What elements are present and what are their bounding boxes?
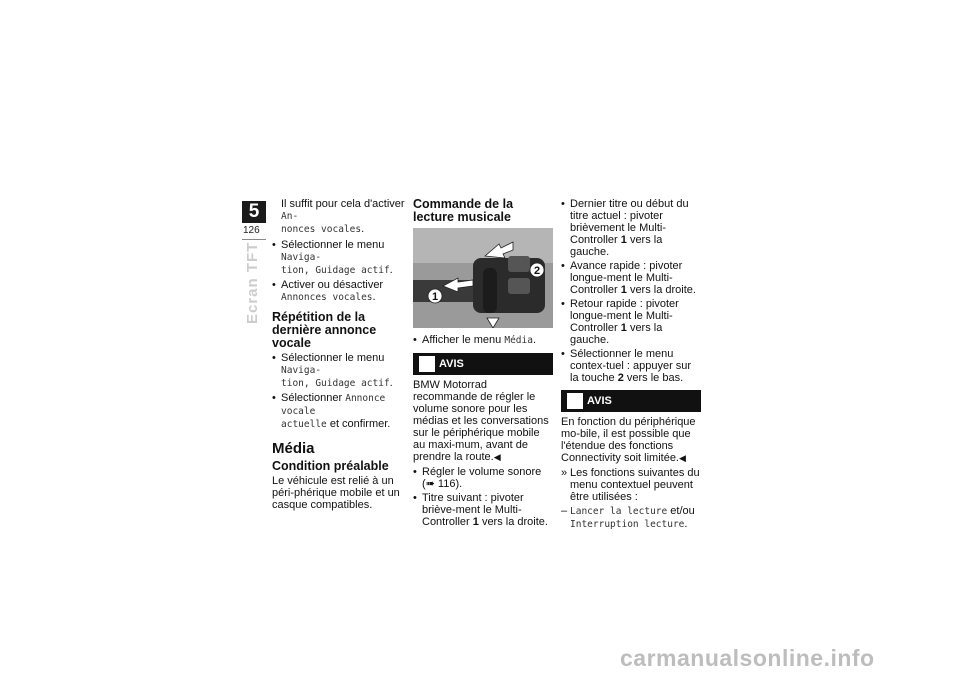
list-item-text: Retour rapide : pivoter longue-ment le Multi-Controller	[570, 298, 679, 334]
notice-text: En fonction du périphérique mo-bile, il est possible que l'étendue des fonctions Connectivity soit limitée.	[561, 416, 696, 464]
list-item-code: Naviga- tion, Guidage actif	[281, 365, 390, 389]
dash-code-1: Lancer la lecture	[570, 506, 668, 517]
hand-notice-icon	[567, 393, 583, 409]
list-item-text: Sélectionner le menu	[281, 239, 385, 251]
list-item-text: Dernier titre ou début du titre actuel : pivoter brièvement le Multi-Controller	[570, 198, 689, 246]
list-item-suffix: et confirmer.	[329, 418, 391, 430]
notice-label: AVIS	[587, 395, 612, 407]
result-item: » Les fonctions suivantes du menu contextuel peuvent être utilisées :	[561, 467, 701, 503]
list-item-code: Annonce vocale actuelle	[281, 393, 386, 430]
list-item-number: 2	[617, 372, 624, 384]
list-item	[561, 198, 701, 258]
list-item-suffix: vers la gauche.	[570, 234, 663, 258]
list-item-code: Naviga- tion, Guidage actif	[281, 252, 390, 276]
page-number: 126	[243, 225, 260, 236]
list-playback	[561, 198, 701, 384]
list-item: • Sélectionner le menu Naviga- tion, Guidage actif.	[272, 239, 412, 277]
intro-paragraph: Il suffit pour cela d'activer An- nonces vocales.	[281, 198, 405, 235]
list-media-menu	[413, 334, 553, 347]
column-2	[413, 198, 553, 530]
list-item: • Activer ou désactiver Annonces vocales.	[272, 279, 412, 304]
watermark: carmanualsonline.info	[620, 645, 875, 671]
list-context-menu	[561, 467, 701, 531]
notice-body	[561, 416, 701, 464]
list-item-suffix: vers la droite.	[629, 284, 696, 296]
chapter-title: Ecran TFT	[244, 241, 261, 324]
list-item-text: Afficher le menu	[422, 334, 502, 346]
dash-mid: et/ou	[670, 505, 695, 517]
column-3	[561, 198, 701, 533]
list-item	[561, 260, 701, 296]
list-item	[272, 392, 412, 431]
notice-label: AVIS	[439, 358, 464, 370]
intro-code: An- nonces vocales	[281, 211, 362, 235]
list-item-text: Titre suivant : pivoter briève-ment le Multi-Controller	[422, 492, 524, 528]
list-item: • Sélectionner le menu Naviga- tion, Guidage actif.	[272, 352, 412, 390]
intro-text: Il suffit pour cela d'activer	[281, 198, 405, 210]
list-controls	[413, 466, 553, 528]
list-item-ref: (➠ 116).	[422, 478, 463, 490]
chapter-number: 5	[242, 201, 266, 223]
notice-body	[413, 379, 553, 463]
callout-1: 1	[431, 291, 439, 303]
list-2	[272, 352, 412, 431]
list-item-number: 1	[472, 516, 479, 528]
list-item-text: Avance rapide : pivoter longue-ment le Multi-Controller	[570, 260, 683, 296]
list-item-suffix: vers le bas.	[626, 372, 684, 384]
list-item-suffix: vers la droite.	[481, 516, 548, 528]
list-item-code: Annonces vocales	[281, 292, 373, 303]
list-item-suffix: vers la gauche.	[570, 322, 663, 346]
end-mark: ◀	[493, 452, 501, 462]
list-item-text: Sélectionner	[281, 392, 343, 404]
list-1	[272, 239, 412, 304]
heading-repetition: Répétition de la dernière annonce vocale	[272, 310, 377, 350]
heading-condition: Condition préalable	[272, 459, 389, 473]
callout-2: 2	[533, 265, 541, 277]
handlebar-illustration	[413, 228, 553, 328]
list-item: • Afficher le menu Média.	[413, 334, 553, 347]
column-1	[272, 198, 412, 514]
condition-body: Le véhicule est relié à un péri-phérique mobile et un casque compatibles.	[272, 475, 400, 511]
notice-box	[413, 353, 553, 375]
list-item-number: 1	[620, 322, 627, 334]
list-item-text: Sélectionner le menu	[281, 352, 385, 364]
list-item	[561, 348, 701, 384]
chapter-rule	[242, 239, 266, 240]
list-item-text: Sélectionner le menu contex-tuel : appuyer sur la touche	[570, 348, 692, 384]
list-item	[413, 492, 553, 528]
end-mark: ◀	[679, 453, 686, 463]
notice-text: BMW Motorrad recommande de régler le volume sonore pour les médias et les conversations sur le périphérique mobile au maxi-mum, avant de prendre la route.	[413, 379, 549, 463]
list-item-text: Régler le volume sonore	[422, 466, 542, 478]
list-item-text: Activer ou désactiver	[281, 279, 384, 291]
list-item-number: 1	[620, 284, 627, 296]
dash-item: – Lancer la lecture et/ou Interruption lecture.	[561, 505, 701, 531]
handlebar-photo	[413, 228, 553, 328]
list-item	[413, 466, 553, 490]
notice-box	[561, 390, 701, 412]
dash-code-2: Interruption lecture	[570, 519, 685, 530]
hand-notice-icon	[419, 356, 435, 372]
list-item-code: Média	[504, 335, 533, 346]
heading-commande: Commande de la lecture musicale	[413, 197, 514, 224]
list-item-number: 1	[620, 234, 627, 246]
heading-media: Média	[272, 440, 315, 457]
list-item	[561, 298, 701, 346]
